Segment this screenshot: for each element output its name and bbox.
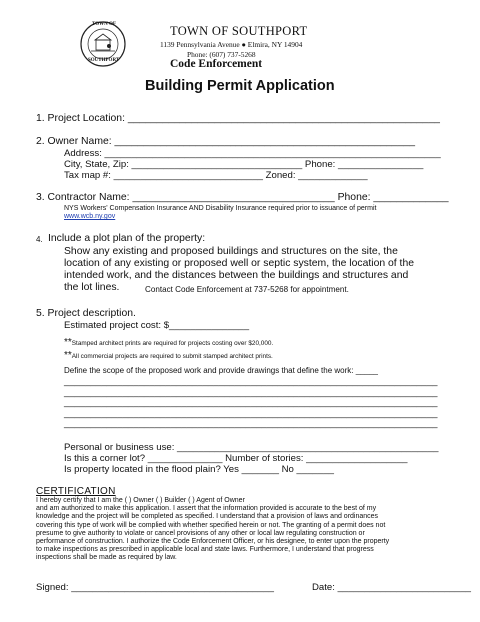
scope-prompt: Define the scope of the proposed work and provide drawings that define the work: _____ [64, 366, 378, 375]
project-location-field[interactable]: 1. Project Location: ______________________________________________________ [36, 113, 440, 124]
certification-line: performance of construction. I authorize the Code Enforcement Officer, or his designee, to enter upon the property [36, 538, 390, 546]
tax-map-zoned-field[interactable]: Tax map #: ____________________________ Zoned: _____________ [64, 170, 368, 181]
seal-text-bottom: SOUTHPORT [88, 58, 120, 63]
plot-plan-line-1: Show any existing and proposed buildings and structures on the site, the [64, 246, 398, 257]
form-title: Building Permit Application [145, 78, 335, 94]
scope-line[interactable]: ______________________________________________________________________ [64, 418, 438, 429]
date-field[interactable]: Date: _________________________ [312, 582, 471, 593]
plot-plan-line-3: intended work, and the distances between the buildings and structures and [64, 270, 409, 281]
owner-city-phone-field[interactable]: City, State, Zip: ________________________________ Phone: ________________ [64, 159, 424, 170]
seal-text-top: TOWN OF [92, 22, 116, 27]
town-seal [79, 20, 127, 68]
town-address: 1139 Pennsylvania Avenue ● Elmira, NY 14904 [160, 40, 303, 49]
wcb-link[interactable]: www.wcb.ny.gov [64, 213, 116, 220]
flood-plain-field[interactable]: Is property located in the flood plain? Yes _______ No _______ [64, 464, 334, 475]
estimated-cost-field[interactable]: Estimated project cost: $_______________ [64, 320, 250, 331]
certification-line: inspections shall be made as required by law. [36, 554, 177, 562]
plot-plan-heading: Include a plot plan of the property: [48, 233, 206, 244]
scope-line[interactable]: ______________________________________________________________________ [64, 376, 438, 387]
certification-line: knowledge and the project will be completed as specified. I understand that a provision of laws and ordinances [36, 513, 379, 521]
contractor-name-field[interactable]: 3. Contractor Name: ___________________________________ Phone: _____________ [36, 192, 449, 203]
certification-heading: CERTIFICATION [36, 486, 116, 497]
scope-line[interactable]: ______________________________________________________________________ [64, 386, 438, 398]
note-2-text: All commercial projects are required to submit stamped architect prints. [71, 353, 273, 360]
certification-line: to make inspections as prescribed in applicable local and state laws. Furthermore, I understand that progress [36, 546, 374, 554]
project-description-heading: 5. Project description. [36, 308, 136, 319]
plot-plan-line-2: location of any existing or proposed well or septic system, the location of the [64, 258, 415, 269]
note-2-mark: ** [64, 350, 72, 361]
town-name: TOWN OF SOUTHPORT [170, 24, 308, 38]
certification-text [36, 497, 389, 563]
insurance-note: NYS Workers' Compensation Insurance AND Disability Insurance required prior to issuance of permit [64, 205, 377, 212]
scope-lines[interactable] [64, 377, 438, 430]
scope-line[interactable]: ______________________________________________________________________ [64, 397, 438, 408]
certification-line: covering this type of work will be complied with whether specified herein or not. The granting of a permit does not [36, 521, 386, 529]
section-4-number: 4. [36, 235, 43, 244]
certification-line: I hereby certify that I am the ( ) Owner ( ) Builder ( ) Agent of Owner [36, 497, 245, 504]
certification-line: and am authorized to make this application. I assert that the information provided is accurate to the best of my [36, 505, 377, 513]
commercial-prints-note [64, 345, 273, 363]
department-name: Code Enforcement [170, 58, 263, 70]
note-1-mark: ** [64, 337, 72, 348]
owner-name-field[interactable]: 2. Owner Name: ____________________________________________________ [36, 136, 416, 147]
certification-line: presume to give authority to violate or cancel provisions of any other or local law regulating construction or [36, 529, 365, 537]
note-1-text: Stamped architect prints are required for projects costing over $20,000. [71, 340, 274, 347]
scope-line[interactable]: ______________________________________________________________________ [64, 407, 438, 419]
corner-lot-stories-field[interactable]: Is this a corner lot? ______________ Number of stories: ___________________ [64, 453, 408, 464]
owner-address-field[interactable]: Address: _______________________________________________________________ [64, 148, 441, 159]
personal-business-use-field[interactable]: Personal or business use: _________________________________________________ [64, 442, 439, 453]
appointment-note: Contact Code Enforcement at 737-5268 for appointment. [145, 285, 349, 294]
town-phone: Phone: (607) 737-5268 [187, 50, 256, 59]
plot-plan-line-4: the lot lines. [64, 282, 120, 293]
signature-field[interactable]: Signed: ______________________________________ [36, 582, 274, 593]
